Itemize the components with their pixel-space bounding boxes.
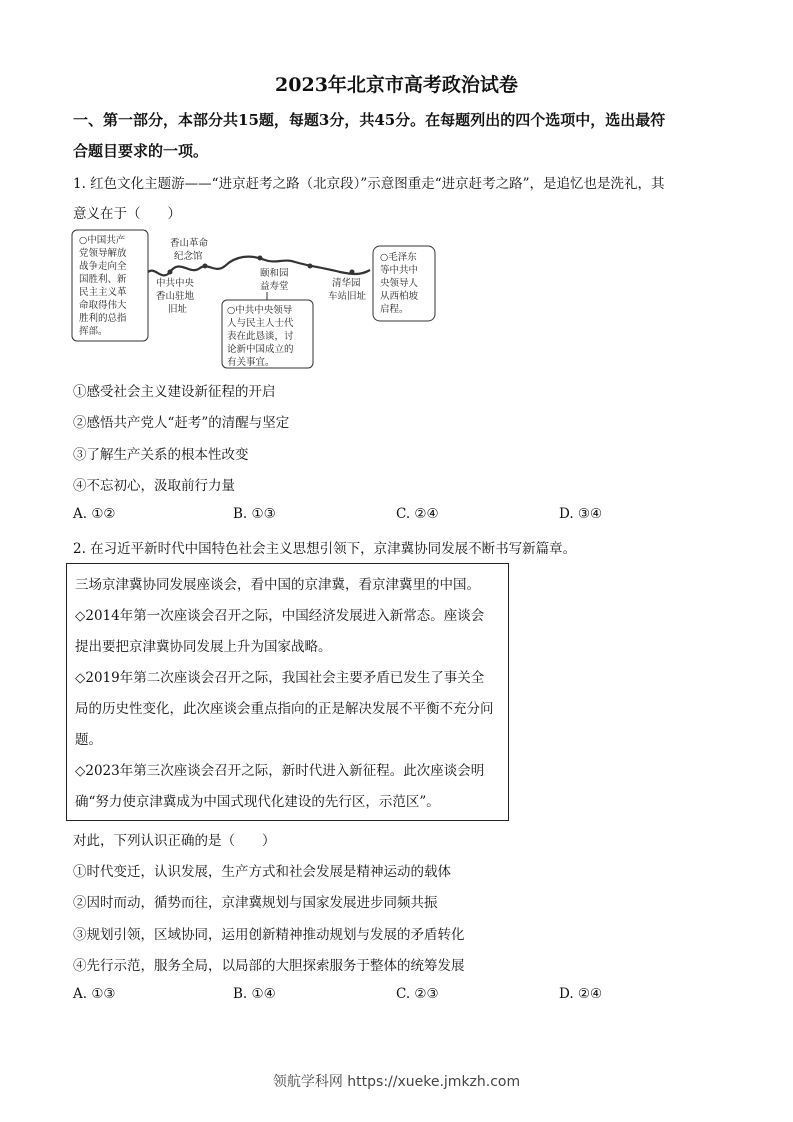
q2-material-line: ◇2023年第三次座谈会召开之际，新时代进入新征程。此次座谈会明 [75, 763, 485, 779]
q2-option-3: ③规划引领，区域协同，运用创新精神推动规划与发展的矛盾转化 [73, 927, 465, 943]
q1-option-1: ①感受社会主义建设新征程的开启 [73, 384, 276, 400]
q2-material-line: 三场京津冀协同发展座谈会，看中国的京津冀，看京津冀里的中国。 [75, 577, 480, 593]
section-heading-line1: 一、第一部分，本部分共15题，每题3分，共45分。在每题列出的四个选项中，选出最符 [73, 111, 666, 129]
q1-option-4: ④不忘初心，汲取前行力量 [73, 478, 235, 494]
q1-choice-c[interactable]: C. ②④ [396, 506, 439, 522]
diagram-box-right-text: ○毛泽东 等中共中 央领导人 从西柏坡 启程。 [380, 252, 419, 315]
q2-material-line: 题。 [75, 732, 102, 748]
label-zhonggong-xiangshan-site: 中共中央 香山驻地 旧址 [156, 278, 195, 315]
q2-material-line: 局的历史性变化，此次座谈会重点指向的正是解决发展不平衡不充分问 [75, 701, 494, 717]
q2-choice-b[interactable]: B. ①④ [233, 986, 276, 1002]
q2-option-1: ①时代变迁，认识发展，生产方式和社会发展是精神运动的载体 [73, 864, 451, 880]
label-xiangshan-memorial: 香山革命 纪念馆 [170, 238, 209, 262]
q1-route-diagram [70, 226, 440, 372]
diagram-box-left-text: ○中国共产 党领导解放 战争走向全 国胜利、新 民主主义革 命取得伟大 胜利的总指 挥部。 [79, 235, 127, 337]
q1-stem-line1: 1. 红色文化主题游——“进京赶考之路（北京段）”示意图重走“进京赶考之路”，是追忆也是洗礼，其 [73, 176, 665, 192]
q2-choice-c[interactable]: C. ②③ [396, 986, 439, 1002]
q2-choice-a[interactable]: A. ①③ [73, 986, 116, 1002]
page-title: 2023年北京市高考政治试卷 [275, 74, 518, 96]
q1-choice-b[interactable]: B. ①③ [233, 506, 276, 522]
q1-option-3: ③了解生产关系的根本性改变 [73, 447, 249, 463]
route-point [203, 264, 208, 269]
q2-material-line: 确“努力使京津冀成为中国式现代化建设的先行区，示范区”。 [75, 794, 440, 810]
q2-option-4: ④先行示范，服务全局，以局部的大胆探索服务于整体的统筹发展 [73, 958, 465, 974]
q2-option-2: ②因时而动，循势而往，京津冀规划与国家发展进步同频共振 [73, 895, 438, 911]
label-yiheyuan: 颐和园 益寿堂 [260, 268, 289, 292]
route-point [350, 270, 355, 275]
section-heading-line2: 合题目要求的一项。 [73, 142, 209, 160]
q1-choice-a[interactable]: A. ①② [73, 506, 116, 522]
q1-choice-d[interactable]: D. ③④ [559, 506, 603, 522]
q2-material-box [66, 563, 509, 821]
q2-material-line: ◇2019年第二次座谈会召开之际，我国社会主要矛盾已发生了事关全 [75, 670, 485, 686]
route-point [168, 270, 173, 275]
q2-choice-d[interactable]: D. ②④ [559, 986, 603, 1002]
q1-option-2: ②感悟共产党人“赶考”的清醒与坚定 [73, 415, 290, 431]
q2-prompt: 对此，下列认识正确的是（ ） [73, 833, 276, 849]
label-qinghua-station: 清华园 车站旧址 [328, 278, 367, 302]
diagram-box-left [72, 230, 148, 341]
route-point [258, 256, 263, 261]
q2-stem: 2. 在习近平新时代中国特色社会主义思想引领下，京津冀协同发展不断书写新篇章。 [73, 541, 577, 557]
q1-stem-line2: 意义在于（ ） [73, 206, 181, 222]
diagram-box-middle-text: ○中共中央领导 人与民主人士代 表在此恳谈，讨 论新中国成立的 有关事宜。 [227, 305, 294, 368]
q2-material-line: ◇2014年第一次座谈会召开之际，中国经济发展进入新常态。座谈会 [75, 608, 485, 624]
footer-watermark: 领航学科网 https://xueke.jmkzh.com [272, 1074, 521, 1090]
q2-material-line: 提出要把京津冀协同发展上升为国家战略。 [75, 639, 332, 655]
route-point [308, 264, 313, 269]
